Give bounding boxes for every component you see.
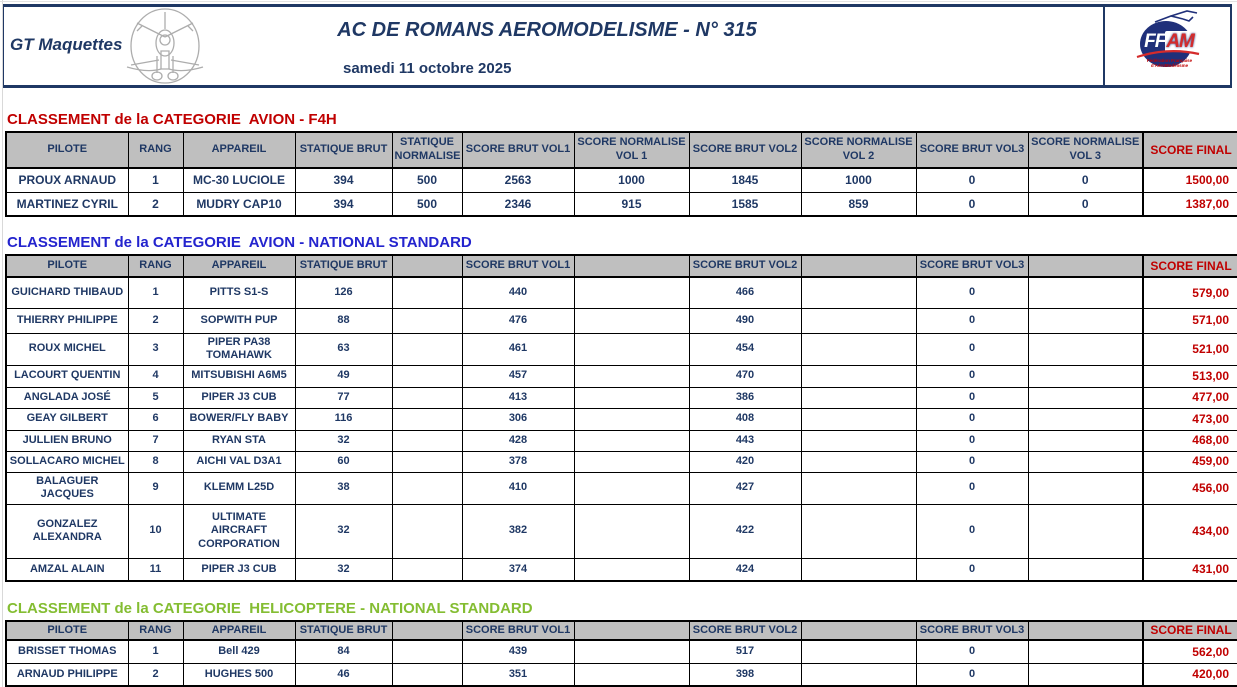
ffam-wordmark: FFAM [1144, 31, 1194, 52]
data-cell: 8 [128, 451, 183, 472]
pilot-cell: LACOURT QUENTIN [6, 365, 128, 387]
section-avion-national-standard [5, 234, 1237, 582]
data-cell: PIPER J3 CUB [183, 558, 295, 581]
column-header: SCORE NORMALISE VOL 2 [801, 132, 916, 168]
column-header: SCORE NORMALISE VOL 3 [1028, 132, 1143, 168]
data-cell: 0 [916, 451, 1028, 472]
data-cell: 38 [295, 472, 392, 504]
table-row [6, 408, 1237, 430]
data-cell [1028, 387, 1143, 408]
pilot-cell: AMZAL ALAIN [6, 558, 128, 581]
data-cell: 49 [295, 365, 392, 387]
score-final-cell: 477,00 [1143, 387, 1237, 408]
data-cell: 476 [462, 308, 574, 333]
column-header: SCORE BRUT VOL3 [916, 621, 1028, 640]
data-cell [801, 663, 916, 686]
data-cell: 116 [295, 408, 392, 430]
column-header: SCORE BRUT VOL2 [689, 621, 801, 640]
column-header: PILOTE [6, 255, 128, 277]
data-cell [574, 408, 689, 430]
spreadsheet-gridline [0, 1, 1237, 2]
data-cell [392, 663, 462, 686]
data-cell: PIPER J3 CUB [183, 387, 295, 408]
pilot-cell: PROUX ARNAUD [6, 168, 128, 192]
data-cell [574, 472, 689, 504]
document-title: AC DE ROMANS AEROMODELISME - N° 315 [337, 19, 757, 41]
data-cell: 32 [295, 558, 392, 581]
data-cell: 470 [689, 365, 801, 387]
data-cell: ULTIMATE AIRCRAFT CORPORATION [183, 504, 295, 558]
data-cell: 0 [916, 408, 1028, 430]
column-header: PILOTE [6, 621, 128, 640]
data-cell: 439 [462, 640, 574, 663]
data-cell: 0 [1028, 168, 1143, 192]
table-row [6, 640, 1237, 663]
pilot-cell: JULLIEN BRUNO [6, 430, 128, 451]
data-cell [801, 504, 916, 558]
data-cell: MC-30 LUCIOLE [183, 168, 295, 192]
column-header: PILOTE [6, 132, 128, 168]
table-row [6, 168, 1237, 192]
data-cell [574, 430, 689, 451]
table-row [6, 558, 1237, 581]
data-cell: 0 [916, 365, 1028, 387]
pilot-cell: SOLLACARO MICHEL [6, 451, 128, 472]
data-cell: 60 [295, 451, 392, 472]
score-final-cell: 420,00 [1143, 663, 1237, 686]
pilot-cell: GEAY GILBERT [6, 408, 128, 430]
table-row [6, 430, 1237, 451]
data-cell: HUGHES 500 [183, 663, 295, 686]
data-cell [801, 472, 916, 504]
pilot-cell: BRISSET THOMAS [6, 640, 128, 663]
table-row [6, 333, 1237, 365]
data-cell: 5 [128, 387, 183, 408]
data-cell: 1585 [689, 192, 801, 216]
data-cell [392, 640, 462, 663]
data-cell: 3 [128, 333, 183, 365]
data-cell [574, 451, 689, 472]
data-cell: 77 [295, 387, 392, 408]
data-cell [801, 277, 916, 308]
data-cell: 398 [689, 663, 801, 686]
ffam-subtitle: Fédération Française d'AéroModélisme [1146, 58, 1193, 69]
column-header: SCORE BRUT VOL3 [916, 132, 1028, 168]
column-header: SCORE BRUT VOL1 [462, 621, 574, 640]
score-final-cell: 459,00 [1143, 451, 1237, 472]
score-final-cell: 434,00 [1143, 504, 1237, 558]
data-cell: 84 [295, 640, 392, 663]
data-cell: AICHI VAL D3A1 [183, 451, 295, 472]
data-cell: 386 [689, 387, 801, 408]
data-cell: 0 [916, 558, 1028, 581]
data-cell [392, 451, 462, 472]
column-header-score-final: SCORE FINAL [1143, 132, 1237, 168]
pilot-cell: GUICHARD THIBAUD [6, 277, 128, 308]
data-cell: 0 [916, 277, 1028, 308]
data-cell: PIPER PA38 TOMAHAWK [183, 333, 295, 365]
data-cell [1028, 558, 1143, 581]
data-cell: 382 [462, 504, 574, 558]
data-cell: 490 [689, 308, 801, 333]
column-header: STATIQUE NORMALISE [392, 132, 462, 168]
score-final-cell: 468,00 [1143, 430, 1237, 451]
results-table-avion-national-standard [5, 254, 1237, 582]
club-brand: GT Maquettes [10, 35, 123, 54]
pilot-cell: BALAGUER JACQUES [6, 472, 128, 504]
data-cell: 32 [295, 430, 392, 451]
data-cell [801, 640, 916, 663]
data-cell: 0 [916, 168, 1028, 192]
data-cell [1028, 451, 1143, 472]
column-header: RANG [128, 255, 183, 277]
data-cell: 427 [689, 472, 801, 504]
data-cell: 0 [916, 640, 1028, 663]
data-cell: PITTS S1-S [183, 277, 295, 308]
data-cell [801, 558, 916, 581]
data-cell: 408 [689, 408, 801, 430]
data-cell [801, 365, 916, 387]
data-cell [574, 333, 689, 365]
table-row [6, 387, 1237, 408]
page-header [3, 4, 1232, 88]
column-header: STATIQUE BRUT [295, 255, 392, 277]
data-cell: RYAN STA [183, 430, 295, 451]
data-cell: 2 [128, 308, 183, 333]
table-row [6, 663, 1237, 686]
data-cell [1028, 472, 1143, 504]
column-header: STATIQUE BRUT [295, 132, 392, 168]
data-cell: 46 [295, 663, 392, 686]
data-cell: 126 [295, 277, 392, 308]
data-cell: 0 [916, 308, 1028, 333]
data-cell: 7 [128, 430, 183, 451]
data-cell: 517 [689, 640, 801, 663]
section-helicoptere-national-standard [5, 600, 1237, 687]
data-cell: 374 [462, 558, 574, 581]
data-cell: SOPWITH PUP [183, 308, 295, 333]
data-cell [1028, 430, 1143, 451]
data-cell [801, 387, 916, 408]
data-cell [392, 504, 462, 558]
data-cell [574, 308, 689, 333]
data-cell [1028, 663, 1143, 686]
data-cell: 4 [128, 365, 183, 387]
data-cell: 443 [689, 430, 801, 451]
data-cell: 2 [128, 192, 183, 216]
score-final-cell: 513,00 [1143, 365, 1237, 387]
score-final-cell: 571,00 [1143, 308, 1237, 333]
header-row [6, 255, 1237, 277]
data-cell: 6 [128, 408, 183, 430]
table-row [6, 472, 1237, 504]
data-cell: 0 [916, 472, 1028, 504]
data-cell: 1 [128, 640, 183, 663]
column-header [574, 255, 689, 277]
data-cell: 32 [295, 504, 392, 558]
data-cell: 420 [689, 451, 801, 472]
data-cell: 0 [916, 387, 1028, 408]
score-final-cell: 562,00 [1143, 640, 1237, 663]
column-header [392, 621, 462, 640]
data-cell [1028, 308, 1143, 333]
data-cell [801, 430, 916, 451]
data-cell [392, 277, 462, 308]
data-cell: 410 [462, 472, 574, 504]
data-cell: 413 [462, 387, 574, 408]
column-header: SCORE BRUT VOL2 [689, 255, 801, 277]
table-row [6, 192, 1237, 216]
spreadsheet-gridline [2, 0, 3, 687]
data-cell [574, 640, 689, 663]
pilot-cell: GONZALEZ ALEXANDRA [6, 504, 128, 558]
data-cell: 422 [689, 504, 801, 558]
data-cell [392, 472, 462, 504]
data-cell: 0 [916, 333, 1028, 365]
column-header: SCORE NORMALISE VOL 1 [574, 132, 689, 168]
data-cell [801, 333, 916, 365]
data-cell [392, 333, 462, 365]
data-cell [574, 277, 689, 308]
data-cell: 2346 [462, 192, 574, 216]
column-header: SCORE BRUT VOL2 [689, 132, 801, 168]
data-cell: 0 [916, 430, 1028, 451]
section-title: CLASSEMENT de la CATEGORIE HELICOPTERE - NATIONAL STANDARD [7, 600, 533, 617]
column-header [574, 621, 689, 640]
data-cell: 454 [689, 333, 801, 365]
column-header: RANG [128, 132, 183, 168]
data-cell: 394 [295, 168, 392, 192]
data-cell: 0 [916, 504, 1028, 558]
data-cell: MITSUBISHI A6M5 [183, 365, 295, 387]
table-row [6, 451, 1237, 472]
data-cell: 306 [462, 408, 574, 430]
data-cell: 1 [128, 168, 183, 192]
data-cell: 394 [295, 192, 392, 216]
score-final-cell: 1500,00 [1143, 168, 1237, 192]
column-header-score-final: SCORE FINAL [1143, 255, 1237, 277]
table-row [6, 504, 1237, 558]
section-avion-f4h [5, 111, 1237, 217]
score-final-cell: 431,00 [1143, 558, 1237, 581]
table-row [6, 308, 1237, 333]
column-header: APPAREIL [183, 621, 295, 640]
column-header [1028, 621, 1143, 640]
column-header: SCORE BRUT VOL1 [462, 132, 574, 168]
data-cell [574, 504, 689, 558]
data-cell: 440 [462, 277, 574, 308]
data-cell [392, 365, 462, 387]
ffam-logo [1103, 7, 1230, 85]
column-header [392, 255, 462, 277]
score-final-cell: 521,00 [1143, 333, 1237, 365]
table-row [6, 277, 1237, 308]
data-cell: 500 [392, 168, 462, 192]
data-cell [392, 558, 462, 581]
data-cell [1028, 333, 1143, 365]
data-cell: 424 [689, 558, 801, 581]
pilot-cell: ROUX MICHEL [6, 333, 128, 365]
data-cell: 457 [462, 365, 574, 387]
data-cell: 0 [1028, 192, 1143, 216]
data-cell [392, 430, 462, 451]
data-cell [392, 308, 462, 333]
event-date: samedi 11 octobre 2025 [343, 60, 512, 77]
score-final-cell: 579,00 [1143, 277, 1237, 308]
column-header: STATIQUE BRUT [295, 621, 392, 640]
ffam-glider-icon [1153, 9, 1199, 25]
data-cell: 1000 [574, 168, 689, 192]
results-table-helicoptere-national-standard [5, 620, 1237, 687]
data-cell [1028, 408, 1143, 430]
data-cell: 0 [916, 663, 1028, 686]
data-cell: 915 [574, 192, 689, 216]
data-cell: 10 [128, 504, 183, 558]
column-header [801, 621, 916, 640]
header-row [6, 621, 1237, 640]
data-cell [392, 408, 462, 430]
column-header [1028, 255, 1143, 277]
data-cell [574, 558, 689, 581]
data-cell [574, 365, 689, 387]
data-cell [574, 663, 689, 686]
data-cell: 1 [128, 277, 183, 308]
data-cell [1028, 365, 1143, 387]
pilot-cell: ANGLADA JOSÉ [6, 387, 128, 408]
column-header: RANG [128, 621, 183, 640]
data-cell: 1000 [801, 168, 916, 192]
section-title: CLASSEMENT de la CATEGORIE AVION - F4H [7, 111, 337, 128]
pilot-cell: MARTINEZ CYRIL [6, 192, 128, 216]
data-cell: 88 [295, 308, 392, 333]
column-header: APPAREIL [183, 132, 295, 168]
pilot-cell: ARNAUD PHILIPPE [6, 663, 128, 686]
score-final-cell: 456,00 [1143, 472, 1237, 504]
data-cell: 351 [462, 663, 574, 686]
data-cell: Bell 429 [183, 640, 295, 663]
data-cell: 63 [295, 333, 392, 365]
data-cell: 0 [916, 192, 1028, 216]
data-cell [1028, 640, 1143, 663]
data-cell: KLEMM L25D [183, 472, 295, 504]
data-cell [801, 308, 916, 333]
column-header: SCORE BRUT VOL3 [916, 255, 1028, 277]
data-cell: 466 [689, 277, 801, 308]
data-cell: 1845 [689, 168, 801, 192]
results-table-avion-f4h [5, 131, 1237, 217]
data-cell: 500 [392, 192, 462, 216]
data-cell: 378 [462, 451, 574, 472]
score-final-cell: 1387,00 [1143, 192, 1237, 216]
data-cell: 428 [462, 430, 574, 451]
section-title: CLASSEMENT de la CATEGORIE AVION - NATIONAL STANDARD [7, 234, 472, 251]
column-header [801, 255, 916, 277]
score-final-cell: 473,00 [1143, 408, 1237, 430]
data-cell: 9 [128, 472, 183, 504]
data-cell: 2563 [462, 168, 574, 192]
data-cell [574, 387, 689, 408]
header-row [6, 132, 1237, 168]
data-cell: BOWER/FLY BABY [183, 408, 295, 430]
data-cell [801, 451, 916, 472]
data-cell [801, 408, 916, 430]
data-cell [392, 387, 462, 408]
data-cell [1028, 277, 1143, 308]
data-cell [1028, 504, 1143, 558]
table-row [6, 365, 1237, 387]
pilot-cell: THIERRY PHILIPPE [6, 308, 128, 333]
data-cell: 11 [128, 558, 183, 581]
data-cell: MUDRY CAP10 [183, 192, 295, 216]
column-header: APPAREIL [183, 255, 295, 277]
column-header-score-final: SCORE FINAL [1143, 621, 1237, 640]
column-header: SCORE BRUT VOL1 [462, 255, 574, 277]
data-cell: 859 [801, 192, 916, 216]
data-cell: 2 [128, 663, 183, 686]
data-cell: 461 [462, 333, 574, 365]
